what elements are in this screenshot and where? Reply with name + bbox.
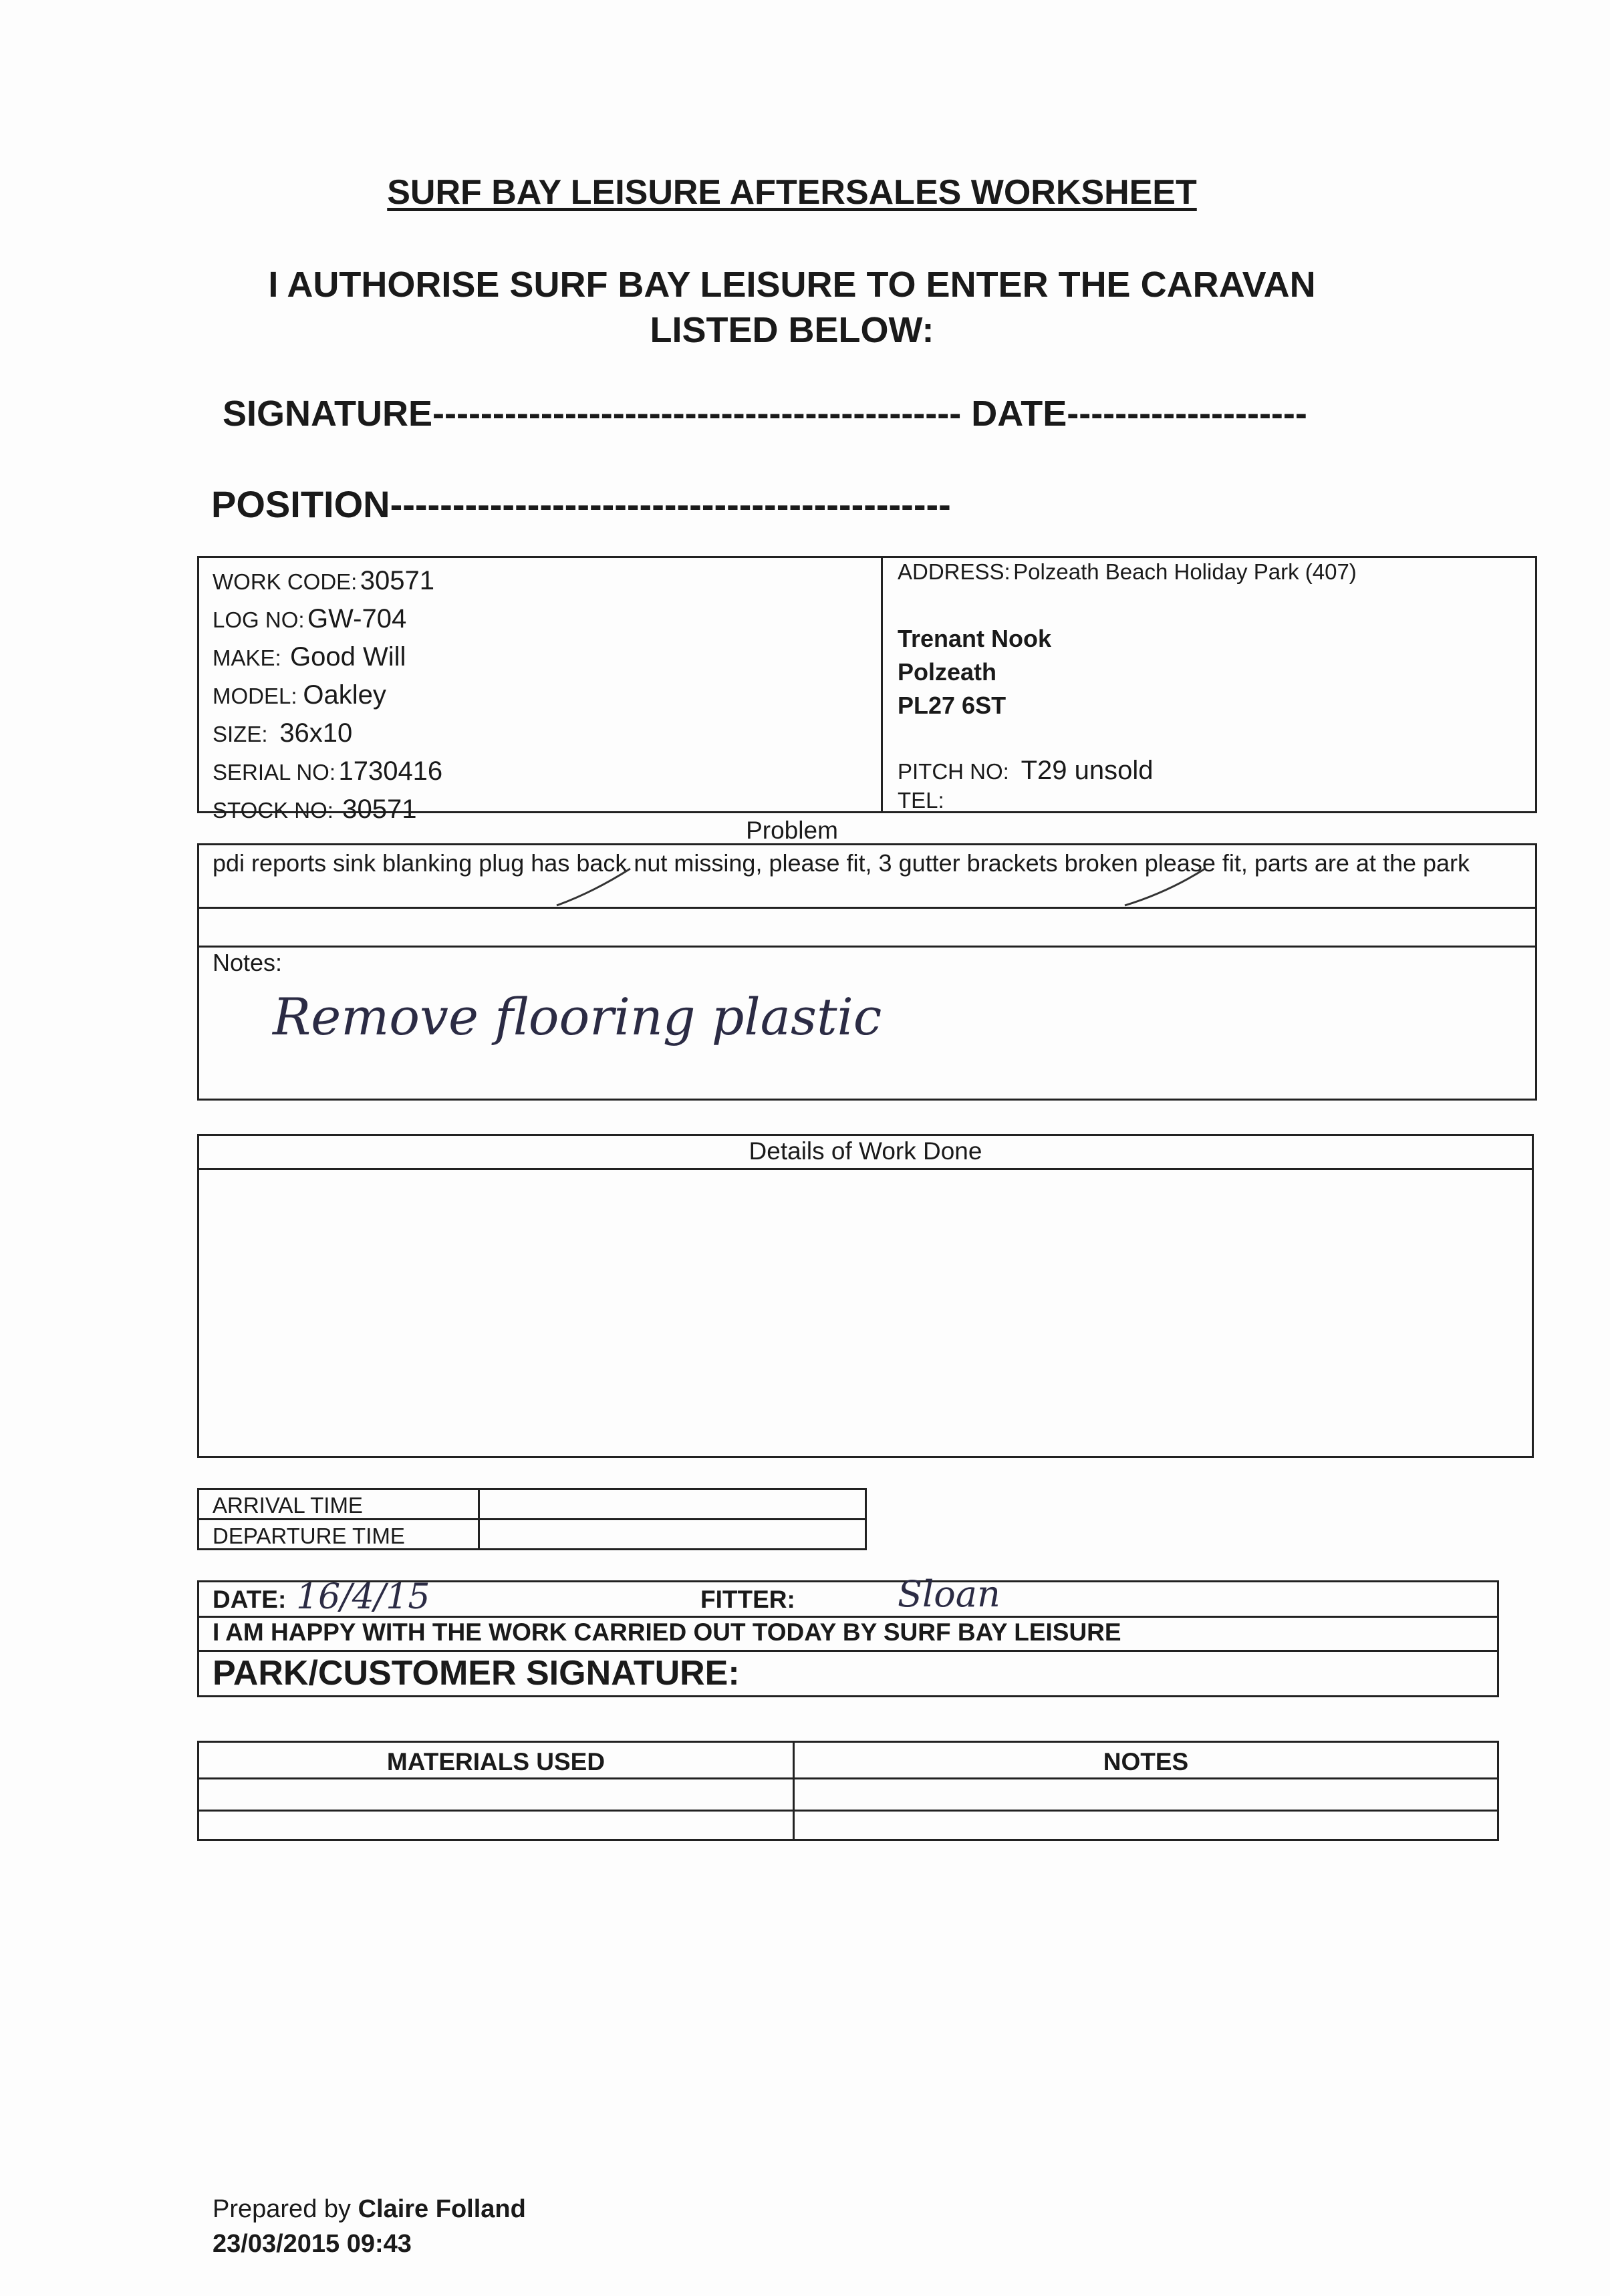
fitter-handwriting: Sloan: [898, 1573, 1000, 1615]
stock-label: STOCK NO:: [213, 798, 333, 823]
authorisation-line-1: I AUTHORISE SURF BAY LEISURE TO ENTER THE CARAVAN: [268, 265, 1316, 305]
work-code-label: WORK CODE:: [213, 569, 358, 594]
fitter-label: FITTER:: [700, 1586, 795, 1613]
authorisation-line-2: LISTED BELOW:: [650, 310, 934, 350]
date-handwriting: 16/4/15: [296, 1577, 430, 1617]
arrival-time-field[interactable]: [481, 1490, 865, 1518]
notes-label: Notes:: [213, 949, 283, 976]
size-value: 36x10: [279, 718, 353, 748]
happy-statement: I AM HAPPY WITH THE WORK CARRIED OUT TODAY BY SURF BAY LEISURE: [213, 1618, 1121, 1646]
materials-notes-header: NOTES: [1103, 1748, 1189, 1775]
materials-used-header: MATERIALS USED: [386, 1748, 606, 1775]
work-done-box: [197, 1134, 1534, 1458]
prepared-by-name: Claire Folland: [358, 2195, 526, 2223]
arrival-time-label: ARRIVAL TIME: [213, 1493, 363, 1518]
problem-box: [197, 843, 1537, 1101]
serial-label: SERIAL NO:: [213, 760, 336, 784]
position-line: POSITION---------------------------------------------: [211, 483, 951, 525]
address-line-1: Trenant Nook: [898, 625, 1052, 652]
work-done-heading: Details of Work Done: [749, 1137, 982, 1165]
pitch-label: PITCH NO:: [898, 759, 1009, 784]
stock-value: 30571: [342, 795, 417, 824]
notes-handwriting: Remove flooring plastic: [273, 987, 882, 1046]
materials-table: [197, 1741, 1499, 1841]
size-label: SIZE:: [213, 722, 268, 746]
model-value: Oakley: [303, 680, 386, 710]
log-no-label: LOG NO:: [213, 607, 305, 632]
address-line-2: Polzeath: [898, 658, 997, 686]
make-label: MAKE:: [213, 645, 281, 670]
make-value: Good Will: [290, 642, 406, 672]
departure-time-field[interactable]: [481, 1520, 865, 1548]
work-code-value: 30571: [360, 566, 435, 595]
tick-mark-1: [553, 865, 634, 912]
caravan-right-column: [898, 559, 1526, 813]
signature-date-line: SIGNATURE-------------------------------------------- DATE--------------------: [223, 394, 1307, 434]
times-table: [197, 1488, 867, 1550]
tick-mark-2: [1121, 865, 1208, 912]
date-label: DATE:: [213, 1586, 287, 1613]
model-label: MODEL:: [213, 684, 297, 708]
address-postcode: PL27 6ST: [898, 692, 1007, 719]
serial-value: 1730416: [338, 756, 443, 786]
signoff-box: [197, 1573, 1499, 1697]
customer-signature-label: PARK/CUSTOMER SIGNATURE:: [213, 1654, 740, 1693]
pitch-value: T29 unsold: [1021, 756, 1154, 785]
address-label: ADDRESS:: [898, 559, 1011, 584]
departure-time-label: DEPARTURE TIME: [213, 1524, 405, 1548]
tel-label: TEL:: [898, 788, 944, 813]
worksheet-title: SURF BAY LEISURE AFTERSALES WORKSHEET: [387, 173, 1197, 212]
caravan-left-column: [213, 565, 442, 831]
caravan-details-box: [197, 556, 1537, 824]
authorisation-text: [0, 262, 1584, 353]
problem-text: pdi reports sink blanking plug has back nut missing, please fit, 3 gutter brackets broken please fit, parts are at the park: [213, 849, 1470, 877]
prepared-by: [213, 2195, 526, 2224]
address-value: Polzeath Beach Holiday Park (407): [1013, 559, 1357, 584]
prepared-by-label: Prepared by: [213, 2195, 352, 2223]
footer-timestamp: 23/03/2015 09:43: [213, 2230, 412, 2258]
problem-heading: Problem: [746, 817, 838, 844]
log-no-value: GW-704: [307, 604, 407, 633]
